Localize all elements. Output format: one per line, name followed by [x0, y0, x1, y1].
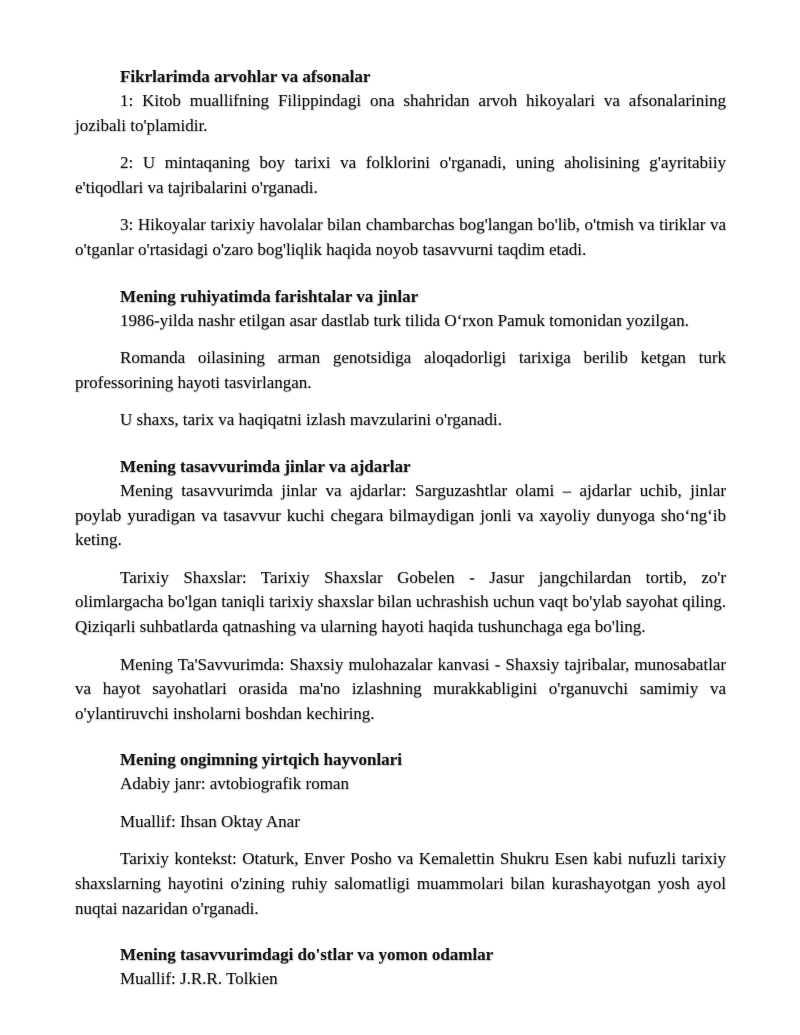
section-heading: Mening ruhiyatimda farishtalar va jinlar — [120, 286, 419, 306]
paragraph: U shaxs, tarix va haqiqatni izlash mavzularini o'rganadi. — [120, 410, 502, 430]
document-page — [75, 66, 726, 1015]
paragraph: 3: Hikoyalar tarixiy havolalar bilan chambarchas bog'langan bo'lib, o'tmish va tiriklar va o'tganlar o'rtasidagi o'zaro bog'liqlik haqida noyob tasavvurni taqdim etadi. — [75, 215, 726, 259]
paragraph: 1: Kitob muallifning Filippindagi ona shahridan arvoh hikoyalari va afsonalarining jozibali to'plamidir. — [75, 91, 726, 135]
paragraph: 1986-yilda nashr etilgan asar dastlab turk tilida O‘rxon Pamuk tomonidan yozilgan. — [120, 310, 689, 330]
paragraph: Muallif: Ihsan Oktay Anar — [120, 811, 300, 831]
section-demons-and-dragons — [75, 456, 726, 726]
paragraph: Tarixiy Shaxslar: Tarixiy Shaxslar Gobelen - Jasur jangchilardan tortib, zo'r olimlargacha bo'lgan taniqli tarixiy shaxslar bilan uchrashish uchun vaqt bo'ylab sayohat qiling. Qiziqarli suhbatlarda qatnashing va ularning hayoti haqida tushunchaga ega bo'ling. — [75, 567, 726, 636]
section-monsters-of-mind — [75, 749, 726, 921]
paragraph: 2: U mintaqaning boy tarixi va folklorini o'rganadi, uning aholisining g'ayritabiiy e'tiqodlari va tajribalarini o'rganadi. — [75, 153, 726, 197]
paragraph: Tarixiy kontekst: Otaturk, Enver Posho va Kemalettin Shukru Esen kabi nufuzli tarixiy shaxslarning hayotini o'zining ruhiy salomatligi muammolari bilan kurashayotgan yosh ayol nuqtai nazaridan o'rganadi. — [75, 849, 726, 918]
paragraph: Mening Ta'Savvurimda: Shaxsiy mulohazalar kanvasi - Shaxsiy tajribalar, munosabatlar va hayot sayohatlari orasida ma'no izlashning murakkabligini o'rganuvchi samimiy va o'ylantiruvchi insholarni boshdan kechiring. — [75, 654, 726, 723]
paragraph: Romanda oilasining arman genotsidiga aloqadorligi tarixiga berilib ketgan turk professorining hayoti tasvirlangan. — [75, 348, 726, 392]
section-heading: Fikrlarimda arvohlar va afsonalar — [120, 67, 371, 86]
section-heading: Mening tasavvurimdagi do'stlar va yomon odamlar — [120, 945, 494, 965]
paragraph: Mening tasavvurimda jinlar va ajdarlar: Sarguzashtlar olami – ajdarlar uchib, jinlar poylab yuradigan va tasavvur kuchi chegara bilmaydigan jonli va xayoliy dunyoga sho‘ng‘ib keting. — [75, 480, 726, 550]
paragraph: Muallif: J.R.R. Tolkien — [120, 969, 278, 989]
section-heading: Mening ongimning yirtqich hayvonlari — [120, 750, 402, 770]
section-angels-and-demons — [75, 286, 726, 433]
section-heading: Mening tasavvurimda jinlar va ajdarlar — [120, 456, 411, 476]
section-friends-and-villains — [75, 944, 726, 992]
paragraph: Adabiy janr: avtobiografik roman — [120, 774, 349, 794]
section-ghosts-and-legends — [75, 66, 726, 263]
